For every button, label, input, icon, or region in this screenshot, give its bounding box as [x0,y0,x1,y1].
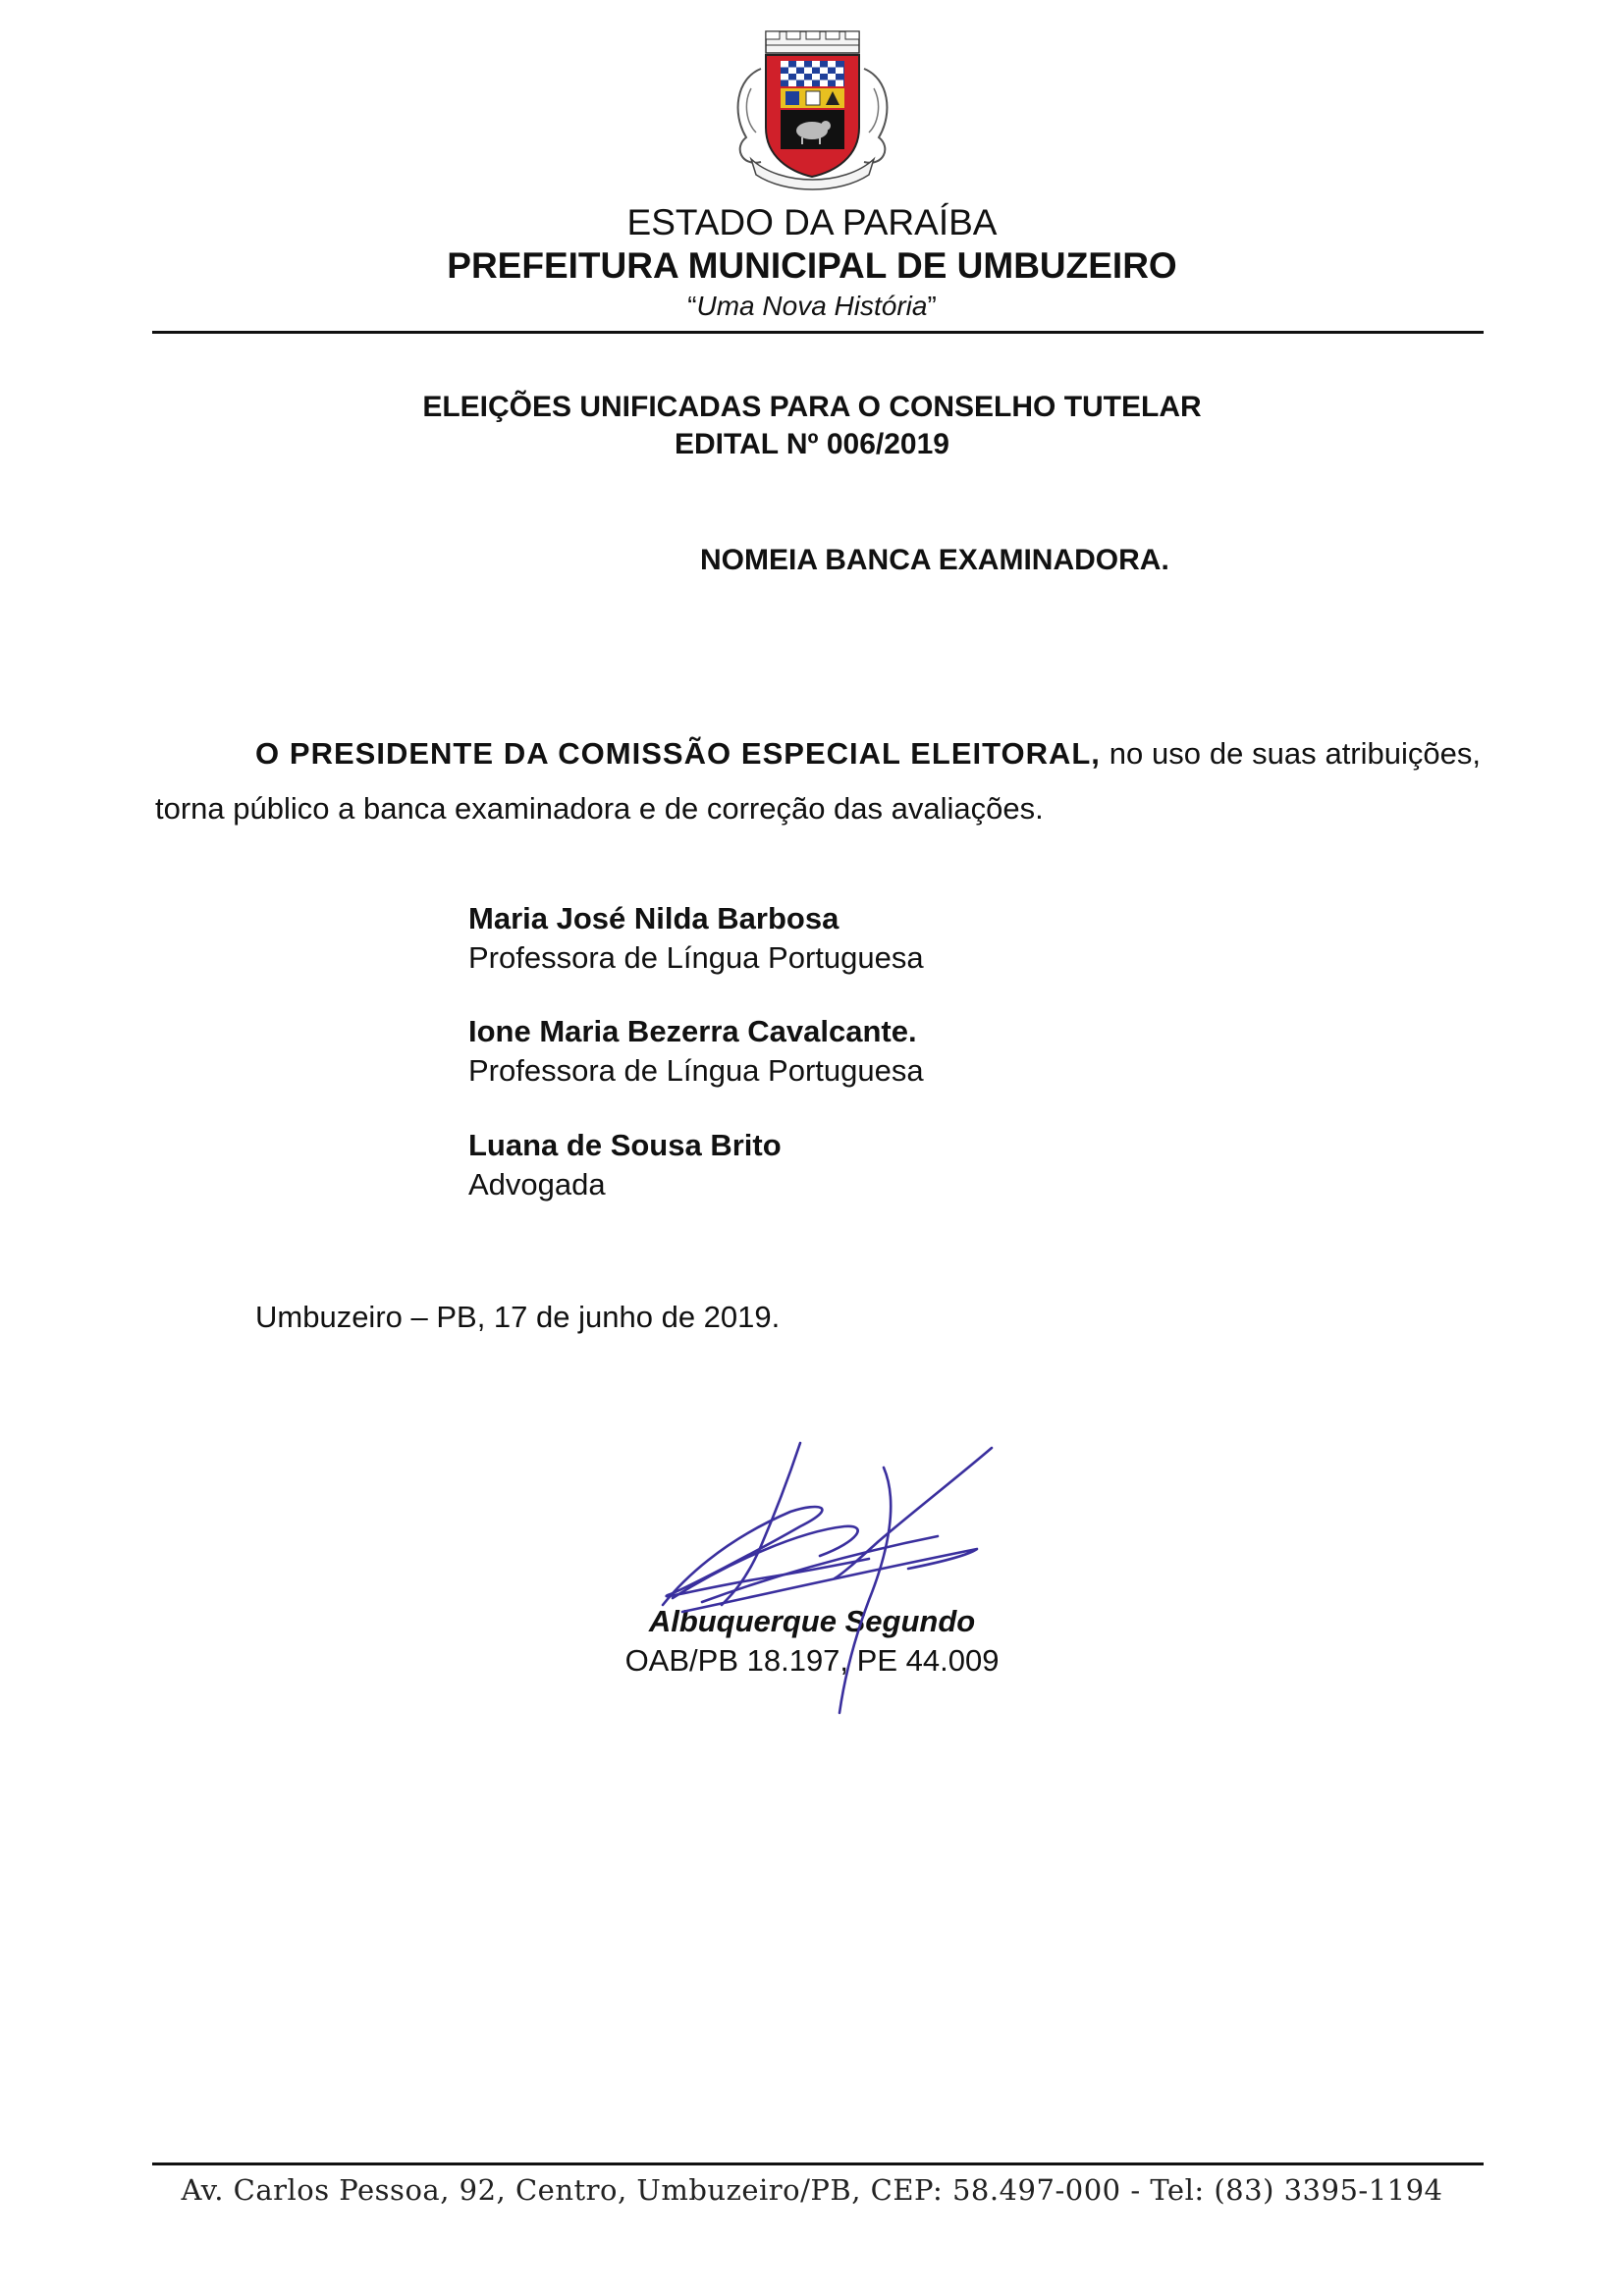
place-and-date: Umbuzeiro – PB, 17 de junho de 2019. [255,1300,781,1334]
body-text: no uso de suas atribuições, torna público a banca examinadora e de correção das avaliações. [155,736,1481,826]
member-role: Advogada [468,1167,606,1201]
motto-text: Uma Nova História [696,291,928,321]
mural-crown-icon [766,31,859,53]
document-title: ELEIÇÕES UNIFICADAS PARA O CONSELHO TUTELAR [422,391,1202,423]
body-bold-lead: O PRESIDENTE DA COMISSÃO ESPECIAL ELEITORAL, [255,736,1101,771]
edital-number: EDITAL Nº 006/2019 [675,428,949,460]
board-member [468,899,924,978]
header-prefeitura-name: PREFEITURA MUNICIPAL DE UMBUZEIRO [447,245,1177,286]
header-divider [152,331,1484,334]
motto-open-quote: “ [687,291,697,321]
board-member [468,1012,924,1091]
signer-name: Albuquerque Segundo [648,1604,976,1638]
footer-divider [152,2163,1484,2165]
member-role: Professora de Língua Portuguesa [468,1053,924,1088]
member-name: Ione Maria Bezerra Cavalcante. [468,1014,917,1048]
member-role: Professora de Língua Portuguesa [468,940,924,975]
motto-close-quote: ” [927,291,937,321]
document-subject: NOMEIA BANCA EXAMINADORA. [700,544,1169,576]
board-member [468,1126,782,1204]
member-name: Maria José Nilda Barbosa [468,901,839,935]
footer-address: Av. Carlos Pessoa, 92, Centro, Umbuzeiro/PB, CEP: 58.497-000 - Tel: (83) 3395-1194 [181,2173,1443,2207]
signer-registration: OAB/PB 18.197, PE 44.009 [624,1643,1000,1678]
municipal-coat-of-arms [722,29,903,196]
body-paragraph [155,726,1481,836]
handwritten-signature [643,1433,1006,1723]
header-motto [0,291,1624,322]
member-name: Luana de Sousa Brito [468,1128,782,1162]
header-state-name: ESTADO DA PARAÍBA [626,202,998,242]
